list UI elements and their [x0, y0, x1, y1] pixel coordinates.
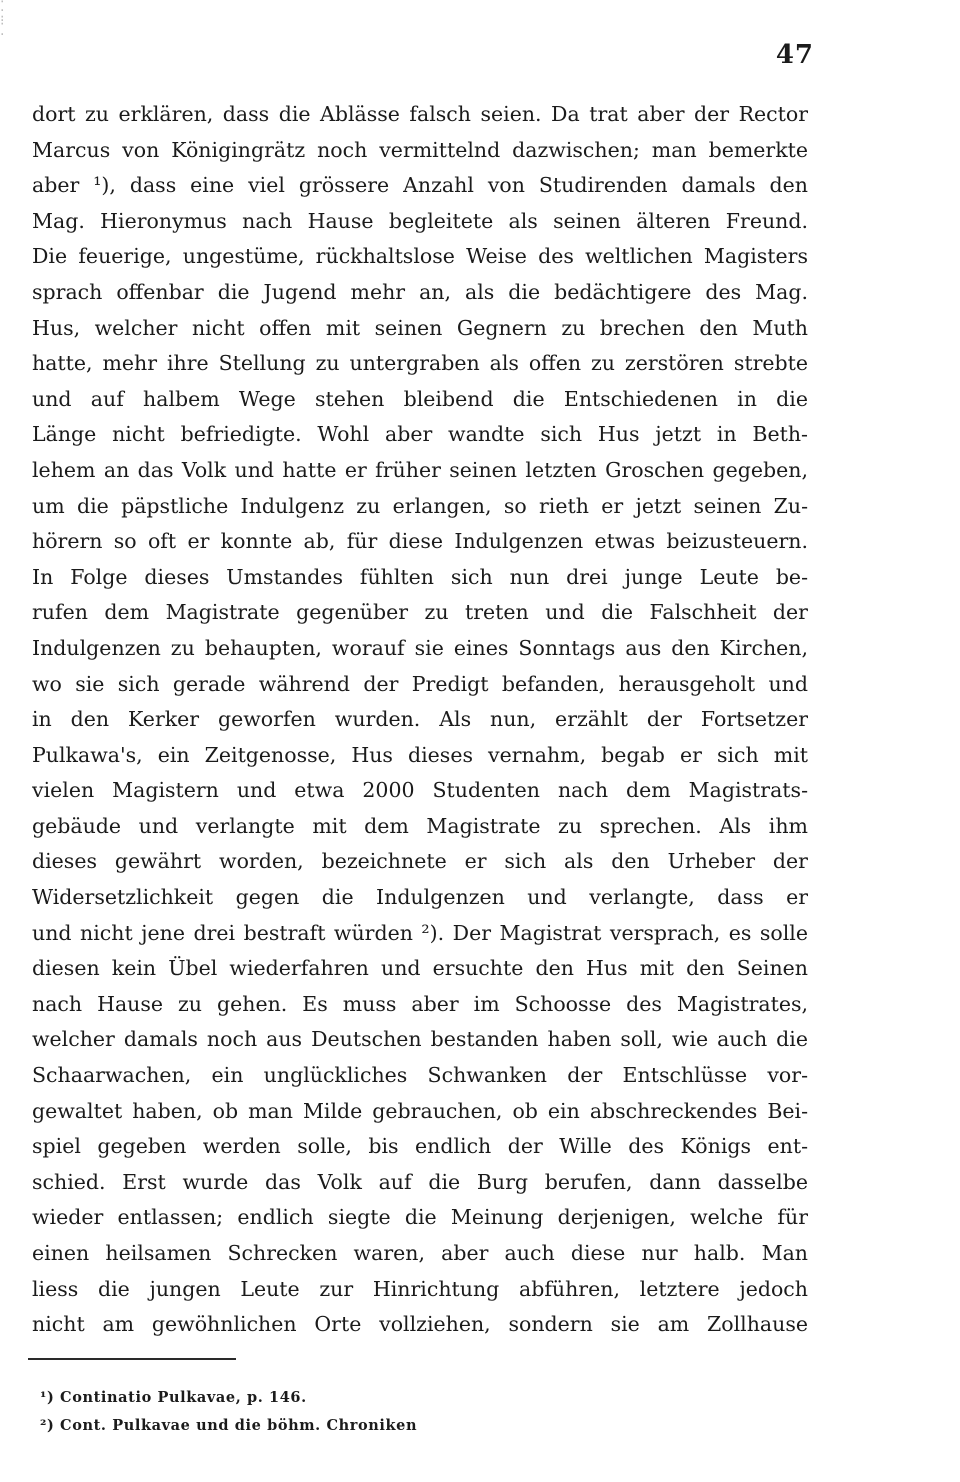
body-line: schied. Erst wurde das Volk auf die Burg berufen, dann dasselbe	[32, 1169, 808, 1194]
body-line: In Folge dieses Umstandes fühlten sich nun drei junge Leute be-	[32, 564, 808, 589]
body-line: Länge nicht befriedigte. Wohl aber wandte sich Hus jetzt in Beth-	[32, 422, 808, 447]
body-line: rufen dem Magistrate gegenüber zu treten und die Falschheit der	[32, 600, 808, 625]
body-line: Die feuerige, ungestüme, rückhaltslose Weise des weltlichen Magisters	[32, 244, 808, 269]
body-line: um die päpstliche Indulgenz zu erlangen, so rieth er jetzt seinen Zu-	[32, 493, 808, 518]
body-line: liess die jungen Leute zur Hinrichtung abführen, letztere jedoch	[32, 1276, 808, 1301]
footnote: ²) Cont. Pulkavae und die böhm. Chroniken	[40, 1417, 418, 1434]
body-line: Marcus von Königingrätz noch vermittelnd dazwischen; man bemerkte	[32, 137, 808, 162]
body-line: vielen Magistern und etwa 2000 Studenten nach dem Magistrats-	[32, 778, 808, 803]
body-line: Widersetzlichkeit gegen die Indulgenzen und verlangte, dass er	[32, 885, 808, 910]
body-line: spiel gegeben werden solle, bis endlich der Wille des Königs ent-	[32, 1134, 808, 1159]
body-line: hörern so oft er konnte ab, für diese Indulgenzen etwas beizusteuern.	[32, 529, 808, 554]
body-line: gewaltet haben, ob man Milde gebrauchen, ob ein abschreckendes Bei-	[32, 1098, 808, 1123]
body-line: und nicht jene drei bestraft würden ²). Der Magistrat versprach, es solle	[32, 920, 808, 945]
page-number: 47	[775, 40, 814, 70]
body-line: Indulgenzen zu behaupten, worauf sie eines Sonntags aus den Kirchen,	[32, 635, 808, 660]
body-line: lehem an das Volk und hatte er früher seinen letzten Groschen gegeben,	[32, 457, 808, 482]
body-line: gebäude und verlangte mit dem Magistrate zu sprechen. Als ihm	[32, 813, 808, 838]
body-line: welcher damals noch aus Deutschen bestanden haben soll, wie auch die	[32, 1027, 808, 1052]
body-line: dieses gewährt worden, bezeichnete er sich als den Urheber der	[32, 849, 808, 874]
footnote: ¹) Continatio Pulkavae, p. 146.	[40, 1389, 307, 1406]
body-line: nach Hause zu gehen. Es muss aber im Schoosse des Magistrates,	[32, 991, 808, 1016]
body-text	[32, 97, 808, 1343]
body-line: einen heilsamen Schrecken waren, aber auch diese nur halb. Man	[32, 1241, 808, 1265]
footnotes	[40, 1384, 540, 1440]
body-line: und auf halbem Wege stehen bleibend die Entschiedenen in die	[32, 386, 808, 411]
body-line: Mag. Hieronymus nach Hause begleitete als seinen älteren Freund.	[32, 208, 808, 233]
body-line: wo sie sich gerade während der Predigt befanden, herausgeholt und	[32, 671, 808, 696]
body-line: diesen kein Übel wiederfahren und ersuchte den Hus mit den Seinen	[32, 956, 808, 981]
body-line: aber ¹), dass eine viel grössere Anzahl von Studirenden damals den	[32, 173, 808, 198]
body-line: sprach offenbar die Jugend mehr an, als die bedächtigere des Mag.	[32, 279, 808, 304]
body-line: Hus, welcher nicht offen mit seinen Gegnern zu brechen den Muth	[32, 315, 808, 340]
body-line: nicht am gewöhnlichen Orte vollziehen, sondern sie am Zollhause	[32, 1312, 808, 1337]
body-line: in den Kerker geworfen wurden. Als nun, erzählt der Fortsetzer	[32, 707, 808, 732]
body-line: hatte, mehr ihre Stellung zu untergraben als offen zu zerstören strebte	[32, 351, 808, 376]
scan-artifact: ⁚ ⁝ ·	[0, 0, 5, 43]
body-line: Pulkawa's, ein Zeitgenosse, Hus dieses vernahm, begab er sich mit	[32, 742, 808, 767]
body-line: Schaarwachen, ein unglückliches Schwanken der Entschlüsse vor-	[32, 1063, 808, 1088]
footnote-rule	[28, 1358, 236, 1360]
body-line: dort zu erklären, dass die Ablässe falsch seien. Da trat aber der Rector	[32, 102, 808, 126]
body-line: wieder entlassen; endlich siegte die Meinung derjenigen, welche für	[32, 1205, 808, 1230]
